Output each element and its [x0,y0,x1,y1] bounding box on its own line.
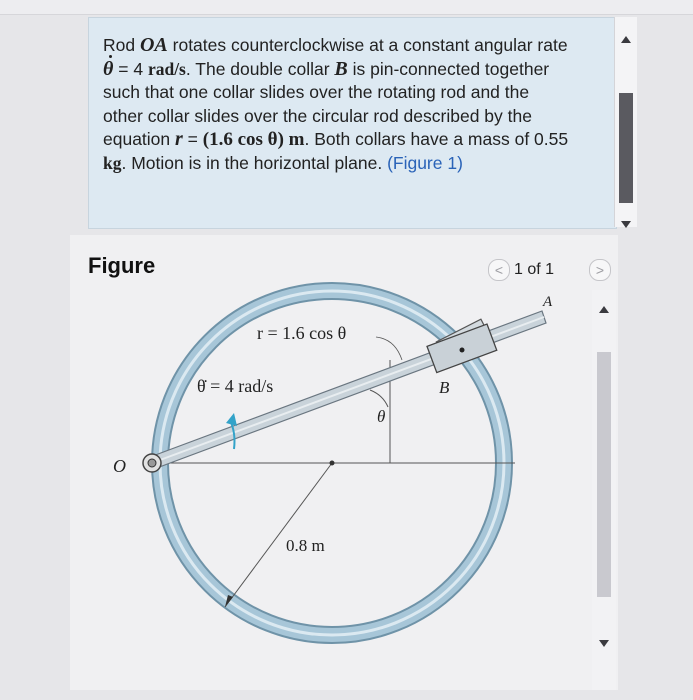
r-symbol: r [175,128,183,151]
text-part: . The double collar [185,58,335,79]
scroll-down-arrow-icon[interactable] [599,640,609,647]
r-label-leader [376,337,402,360]
theta-dot-symbol: θ [103,57,114,80]
figure-scrollbar[interactable] [592,290,616,690]
label-a: A [543,294,553,310]
figure-link[interactable]: (Figure 1) [387,152,463,173]
label-radius: 0.8 m [286,536,325,555]
label-theta-dot: θ̇ = 4 rad/s [197,376,274,396]
problem-panel [88,17,617,229]
rotation-arrowhead-icon [226,413,237,426]
text-part: = 4 [113,58,148,79]
previous-figure-button[interactable]: < [488,259,510,281]
figure-title: Figure [88,253,156,278]
text-part: rotates counterclockwise at a constant angular rate [167,35,568,55]
next-figure-button[interactable]: > [589,259,611,281]
collar-name: B [334,57,348,80]
problem-scrollbar[interactable] [614,17,637,227]
r-equation: (1.6 cos θ) m [202,129,305,151]
circle-center-point [330,461,335,466]
scroll-down-arrow-icon[interactable] [621,221,631,228]
label-b: B [439,378,450,397]
rate-unit: rad/s [147,58,186,79]
text-part: Rod [103,35,140,55]
mass-unit: kg [103,152,122,173]
text-part: = [182,129,203,150]
collar-pin [460,348,465,353]
scroll-thumb[interactable] [597,352,611,597]
scroll-thumb[interactable] [619,93,633,203]
scroll-up-arrow-icon[interactable] [599,306,609,313]
label-o: O [113,456,126,476]
text-part: . Both collars have a mass of 0.55 [304,129,569,150]
scroll-up-arrow-icon[interactable] [621,36,631,43]
mechanism-diagram [70,235,590,690]
label-theta: θ [377,407,386,426]
pivot-pin [148,459,156,467]
figure-page-count: 1 of 1 [514,261,555,278]
theta-arc [370,390,388,407]
rod-name: OA [139,34,168,56]
problem-statement [103,34,573,176]
top-strip [0,0,693,15]
radius-line [225,463,332,607]
label-r-equation: r = 1.6 cos θ [257,323,347,343]
text-part: . Motion is in the horizontal plane. [121,152,388,173]
text-part: is pin-connected together such that one collar slides over the rotating rod and the other collar slides over the circular rod described by the equation [103,58,550,150]
